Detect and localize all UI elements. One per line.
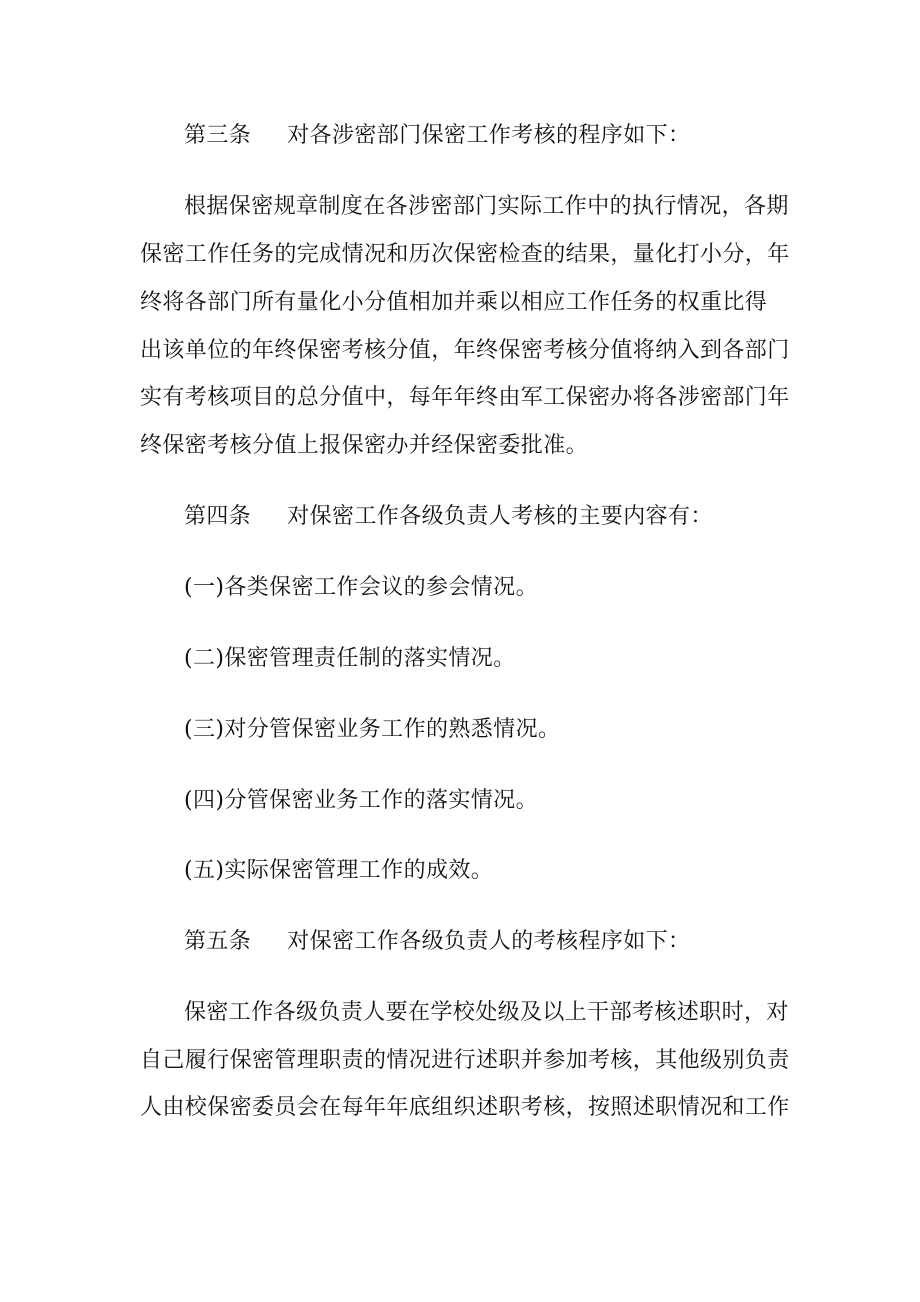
article-4-item: (二)保密管理责任制的落实情况。 — [184, 646, 516, 671]
article-3-body-line: 出该单位的年终保密考核分值，年终保密考核分值将纳入到各部门 — [140, 338, 790, 363]
article-5-number: 第五条 — [184, 929, 252, 954]
article-3-heading — [184, 120, 834, 152]
article-3-title: 对各涉密部门保密工作考核的程序如下： — [287, 123, 691, 148]
article-4-item: (三)对分管保密业务工作的熟悉情况。 — [184, 717, 561, 742]
article-4-item: (一)各类保密工作会议的参会情况。 — [184, 575, 538, 600]
article-3-body-line: 根据保密规章制度在各涉密部门实际工作中的执行情况，各期 — [184, 194, 789, 219]
article-4-item: (四)分管保密业务工作的落实情况。 — [184, 788, 538, 813]
article-4-item: (五)实际保密管理工作的成效。 — [184, 858, 494, 883]
article-4-heading — [184, 501, 834, 533]
article-3-body-line: 保密工作任务的完成情况和历次保密检查的结果，量化打小分，年 — [140, 242, 790, 267]
article-3-body-line: 实有考核项目的总分值中，每年年终由军工保密办将各涉密部门年 — [140, 385, 790, 410]
article-4-title: 对保密工作各级负责人考核的主要内容有： — [287, 504, 713, 529]
article-5-body-line: 人由校保密委员会在每年年底组织述职考核，按照述职情况和工作 — [140, 1095, 790, 1120]
article-3-number: 第三条 — [184, 123, 252, 148]
article-4-number: 第四条 — [184, 504, 252, 529]
article-5-title: 对保密工作各级负责人的考核程序如下： — [287, 929, 691, 954]
article-5-body-line: 保密工作各级负责人要在学校处级及以上干部考核述职时，对 — [184, 1000, 789, 1025]
article-5-body-line: 自己履行保密管理职责的情况进行述职并参加考核，其他级别负责 — [140, 1048, 790, 1073]
article-5-heading — [184, 926, 834, 958]
article-3-body-line: 终保密考核分值上报保密办并经保密委批准。 — [140, 433, 589, 458]
article-3-body-line: 终将各部门所有量化小分值相加并乘以相应工作任务的权重比得 — [140, 290, 768, 315]
